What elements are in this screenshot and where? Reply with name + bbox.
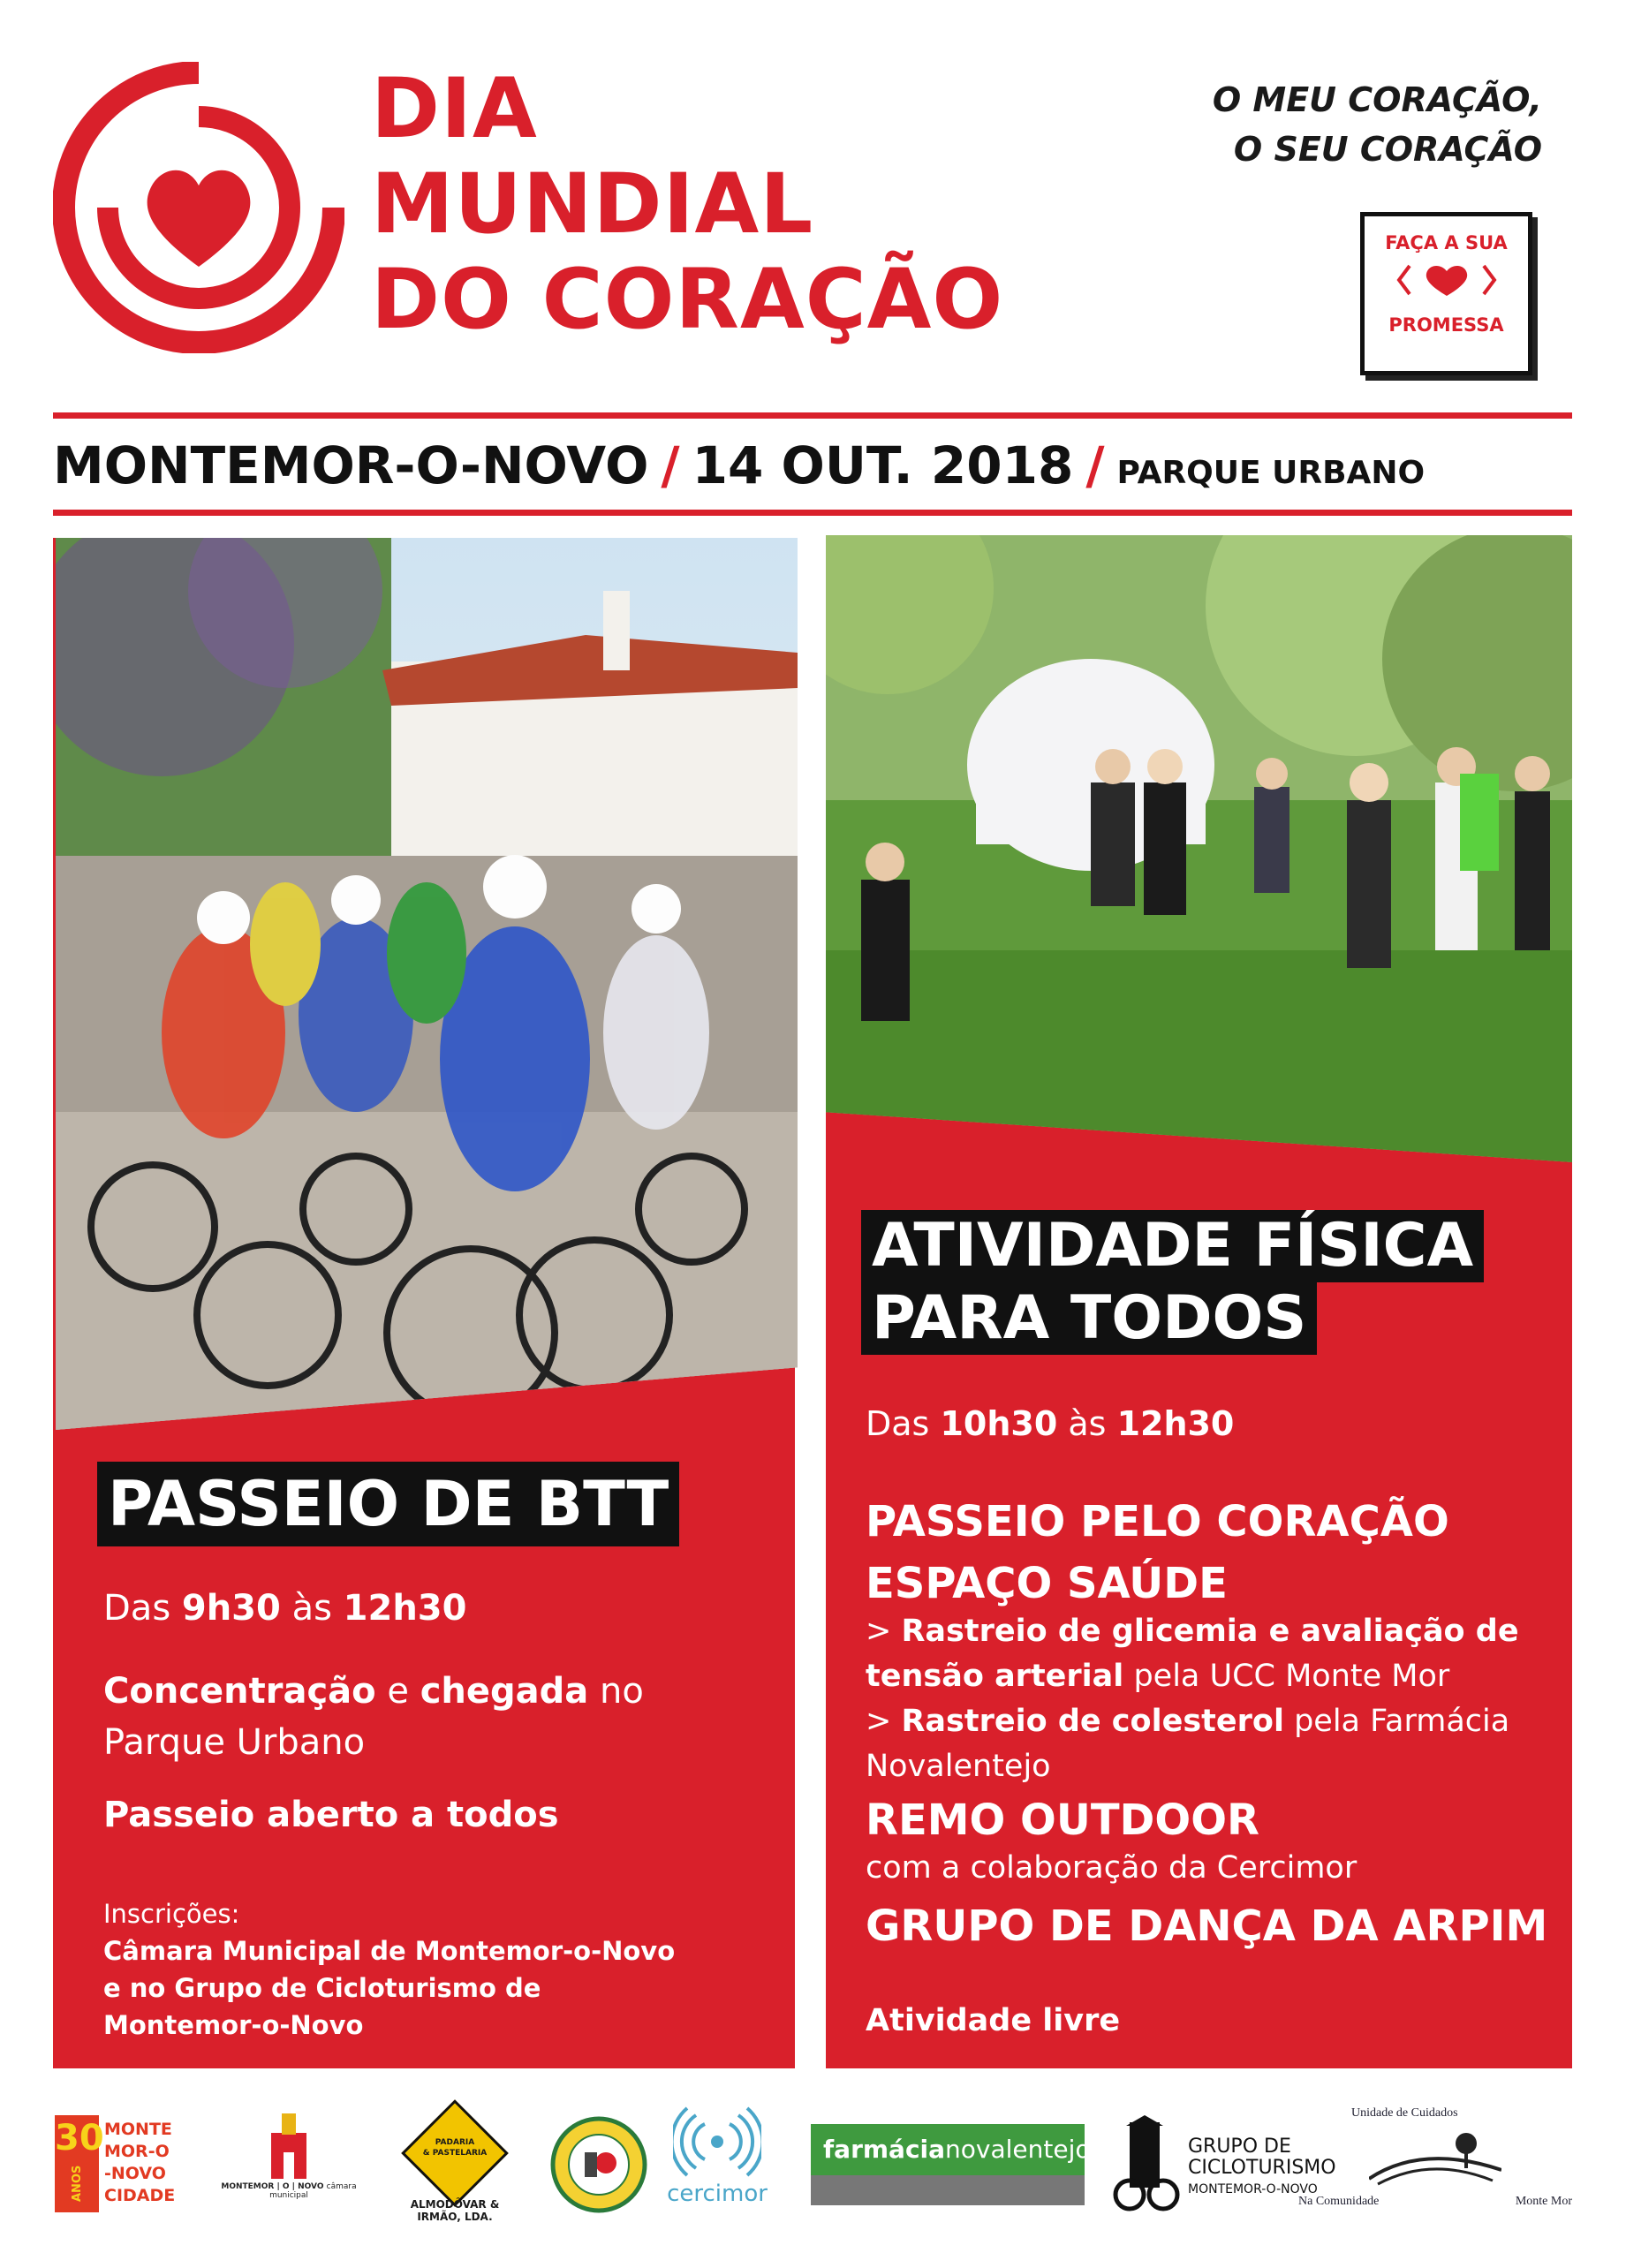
- grupo-line-3: MONTEMOR-O-NOVO: [1188, 2182, 1318, 2196]
- location-date: 14 OUT. 2018: [692, 435, 1074, 495]
- event-title: [371, 62, 1003, 348]
- castle-icon: [262, 2106, 315, 2179]
- activity-time: [866, 1404, 1234, 1443]
- screening2-rest: pela Farmácia: [1294, 1704, 1510, 1739]
- btt-registration: [103, 1895, 675, 2044]
- btt-time-start: 9h30: [181, 1588, 281, 1629]
- activity-title-line-1: ATIVIDADE FÍSICA: [861, 1210, 1484, 1282]
- screening1-bold: Rastreio de glicemia e avaliação de: [901, 1614, 1519, 1649]
- logo-camara: MONTEMOR | O | NOVO câmara municipal: [205, 2106, 373, 2217]
- btt-time-mid: às: [291, 1588, 332, 1629]
- pledge-badge: [1360, 212, 1532, 375]
- padaria-line-1: PADARIA: [435, 2138, 475, 2147]
- pledge-top: FAÇA A SUA: [1385, 232, 1508, 253]
- location-place: MONTEMOR-O-NOVO: [53, 435, 649, 495]
- anos-line-3: -NOVO: [104, 2164, 166, 2183]
- farmacia-a: farmácia: [823, 2135, 946, 2164]
- btt-meet-b: e: [387, 1671, 409, 1712]
- pledge-heart-icon: [1365, 259, 1528, 309]
- tower-bike-icon: [1108, 2115, 1181, 2214]
- title-line-2: MUNDIAL: [371, 156, 814, 253]
- activity-photo: [826, 535, 1572, 1162]
- padaria-name: ALMODÔVAR & IRMÃO, LDA.: [410, 2198, 500, 2223]
- btt-reg-line-1: Câmara Municipal de Montemor-o-Novo: [103, 1936, 676, 1966]
- screening1-bold2: tensão arterial: [866, 1659, 1124, 1694]
- activity-rowing: REMO OUTDOOR: [866, 1796, 1259, 1845]
- slogan-line-1: O MEU CORAÇÃO,: [1212, 80, 1542, 119]
- logo-farmacia: [811, 2124, 1091, 2212]
- btt-open: Passeio aberto a todos: [103, 1795, 559, 1835]
- screening1-marker: >: [866, 1614, 892, 1649]
- btt-title-wrap: [97, 1462, 679, 1546]
- anos-line-2: MOR-O: [104, 2142, 170, 2161]
- activity-time-end: 12h30: [1116, 1404, 1235, 1443]
- screening2-rest2: Novalentejo: [866, 1749, 1051, 1784]
- signal-waves-icon: [673, 2106, 761, 2177]
- seal-icon: [549, 2115, 648, 2214]
- activity-list-1: [866, 1491, 1449, 1614]
- anos-line-4: CIDADE: [104, 2186, 176, 2205]
- activity-health-space: ESPAÇO SAÚDE: [866, 1559, 1228, 1608]
- activity-screenings: [866, 1609, 1563, 1789]
- title-line-3: DO CORAÇÃO: [371, 252, 1004, 348]
- ucc-left: Na Comunidade: [1298, 2195, 1380, 2208]
- logo-30-anos: [55, 2115, 187, 2212]
- screening2-bold: Rastreio de colesterol: [901, 1704, 1284, 1739]
- logo-padaria: [389, 2106, 521, 2223]
- location-slash-1: /: [661, 435, 680, 495]
- activity-free: Atividade livre: [866, 2003, 1121, 2038]
- camara-d: câmara municipal: [269, 2182, 357, 2200]
- logo-cercimor: [664, 2106, 770, 2217]
- location-slash-2: /: [1085, 435, 1105, 495]
- screening2-marker: >: [866, 1704, 892, 1739]
- divider-top: [53, 412, 1572, 419]
- btt-time-end: 12h30: [343, 1588, 467, 1629]
- btt-title: PASSEIO DE BTT: [97, 1462, 679, 1546]
- ucc-top: Unidade de Cuidados: [1351, 2106, 1458, 2120]
- grupo-line-2: CICLOTURISMO: [1188, 2157, 1336, 2179]
- btt-reg-line-3: Montemor-o-Novo: [103, 2010, 364, 2040]
- btt-meet-c: chegada: [420, 1671, 589, 1712]
- btt-time: [103, 1588, 466, 1629]
- activity-time-mid: às: [1068, 1404, 1107, 1443]
- heart-logo-icon: [53, 62, 344, 353]
- btt-meet-e: Parque Urbano: [103, 1722, 366, 1763]
- camara-a: MONTEMOR: [221, 2182, 275, 2191]
- activity-title-line-2: PARA TODOS: [861, 1282, 1317, 1355]
- activity-walk: PASSEIO PELO CORAÇÃO: [866, 1497, 1449, 1546]
- anos-word: ANOS: [70, 2165, 84, 2202]
- btt-reg-line-2: e no Grupo de Cicloturismo de: [103, 1973, 541, 2003]
- padaria-line-2: & PASTELARIA: [422, 2149, 488, 2158]
- pledge-bottom: PROMESSA: [1388, 314, 1504, 336]
- cyclists-image: [56, 538, 798, 1430]
- farmacia-b: novalentejo: [945, 2135, 1091, 2164]
- btt-meet: [103, 1666, 775, 1768]
- activity-time-start: 10h30: [940, 1404, 1058, 1443]
- btt-time-prefix: Das: [103, 1588, 171, 1629]
- park-image: [826, 535, 1572, 1162]
- activity-title-wrap: [861, 1210, 1484, 1355]
- cercimor-name: cercimor: [667, 2181, 768, 2207]
- btt-reg-label: Inscrições:: [103, 1899, 240, 1929]
- btt-meet-a: Concentração: [103, 1671, 376, 1712]
- activity-rowing-note: com a colaboração da Cercimor: [866, 1850, 1358, 1886]
- hills-tree-icon: [1369, 2126, 1501, 2188]
- logo-ucc-monte-mor: [1298, 2106, 1572, 2217]
- title-line-1: DIA: [371, 61, 538, 157]
- slogan-line-2: O SEU CORAÇÃO: [1233, 130, 1542, 169]
- divider-bottom: [53, 510, 1572, 516]
- activity-time-prefix: Das: [866, 1404, 930, 1443]
- btt-meet-d: no: [600, 1671, 644, 1712]
- location-line: [53, 426, 1572, 505]
- camara-b: O: [282, 2182, 290, 2191]
- logo-associacao: [549, 2115, 648, 2214]
- location-venue: PARQUE URBANO: [1116, 455, 1426, 491]
- grupo-line-1: GRUPO DE: [1188, 2136, 1291, 2158]
- btt-photo: [56, 538, 798, 1430]
- ucc-right: Monte Mor: [1515, 2195, 1572, 2208]
- camara-c: NOVO: [298, 2182, 324, 2191]
- heart-logo: [53, 62, 344, 357]
- slogan: [1213, 75, 1542, 174]
- screening1-rest: pela UCC Monte Mor: [1133, 1659, 1450, 1694]
- activity-dance: GRUPO DE DANÇA DA ARPIM: [866, 1901, 1548, 1951]
- anos-line-1: MONTE: [104, 2120, 172, 2139]
- anos-number: 30: [55, 2118, 104, 2158]
- logo-grupo-cicloturismo: [1108, 2115, 1336, 2217]
